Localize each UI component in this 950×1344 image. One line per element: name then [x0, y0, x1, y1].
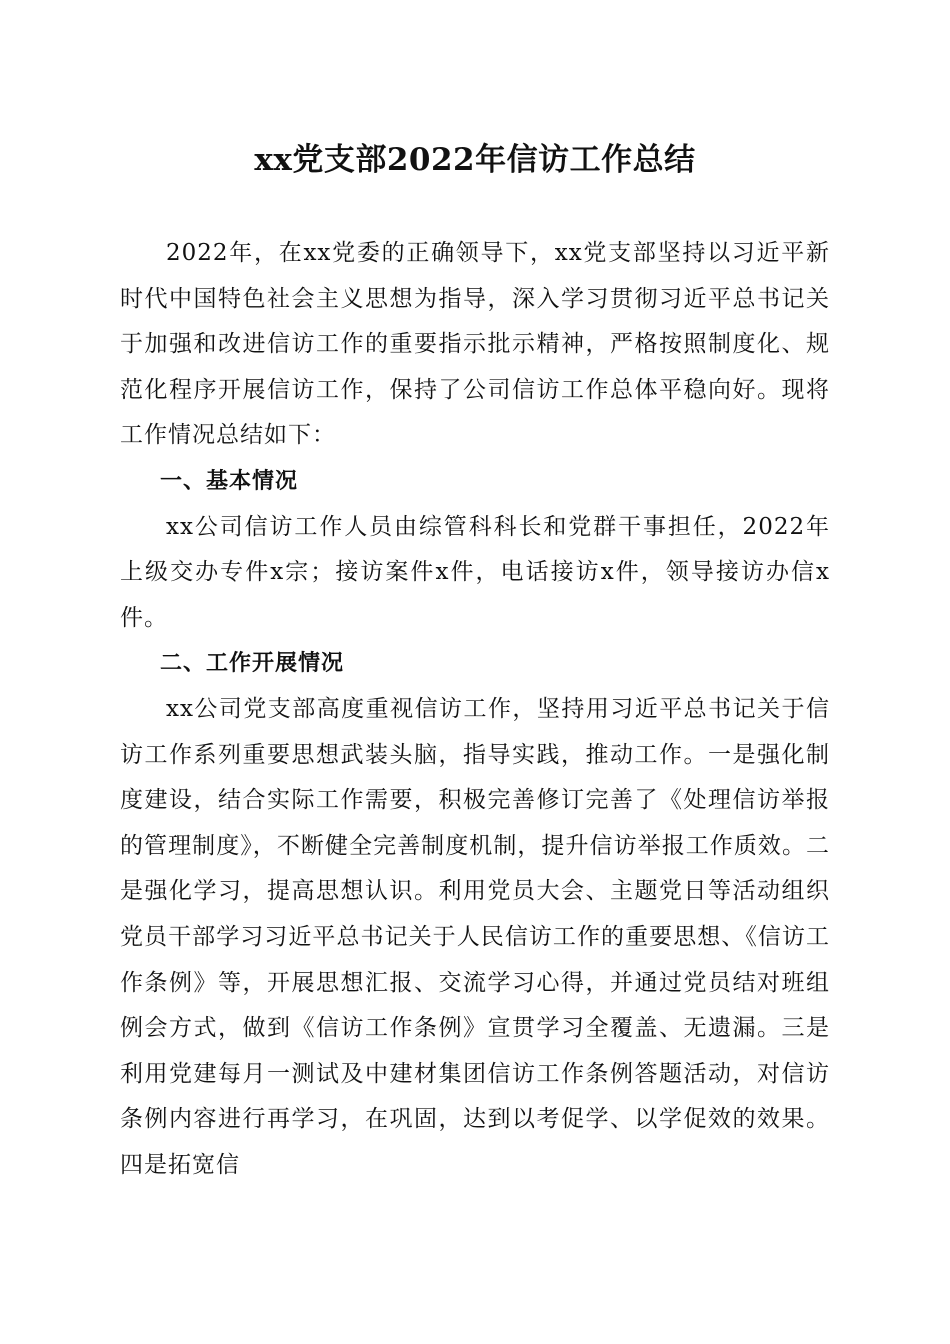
document-title: xx党支部2022年信访工作总结 — [254, 142, 696, 178]
section-paragraph-work-progress: xx公司党支部高度重视信访工作，坚持用习近平总书记关于信访工作系列重要思想武装头脑，指导实践，推动工作。一是强化制度建设，结合实际工作需要，积极完善修订完善了《处理信访举报的管理制度》，不断健全完善制度机制，提升信访举报工作质效。二是强化学习，提高思想认识。利用党员大会、主题党日等活动组织党员干部学习习近平总书记关于人民信访工作的重要思想、《信访工作条例》等，开展思想汇报、交流学习心得，并通过党员结对班组例会方式，做到《信访工作条例》宣贯学习全覆盖、无遗漏。三是利用党建每月一测试及中建材集团信访工作条例答题活动，对信访条例内容进行再学习，在巩固，达到以考促学、以学促效的效果。四是拓宽信 — [120, 695, 830, 1178]
section-heading-work-progress: 二、工作开展情况 — [160, 651, 345, 677]
intro-paragraph: 2022年，在xx党委的正确领导下，xx党支部坚持以习近平新时代中国特色社会主义思想为指导，深入学习贯彻习近平总书记关于加强和改进信访工作的重要指示批示精神，严格按照制度化、规范化程序开展信访工作，保持了公司信访工作总体平稳向好。现将工作情况总结如下： — [120, 240, 830, 449]
section-paragraph-basic-situation: xx公司信访工作人员由综管科科长和党群干事担任，2022年上级交办专件x宗；接访案件x件，电话接访x件，领导接访办信x件。 — [120, 513, 830, 631]
document-body — [120, 231, 830, 1188]
section-heading-basic-situation: 一、基本情况 — [160, 468, 299, 494]
